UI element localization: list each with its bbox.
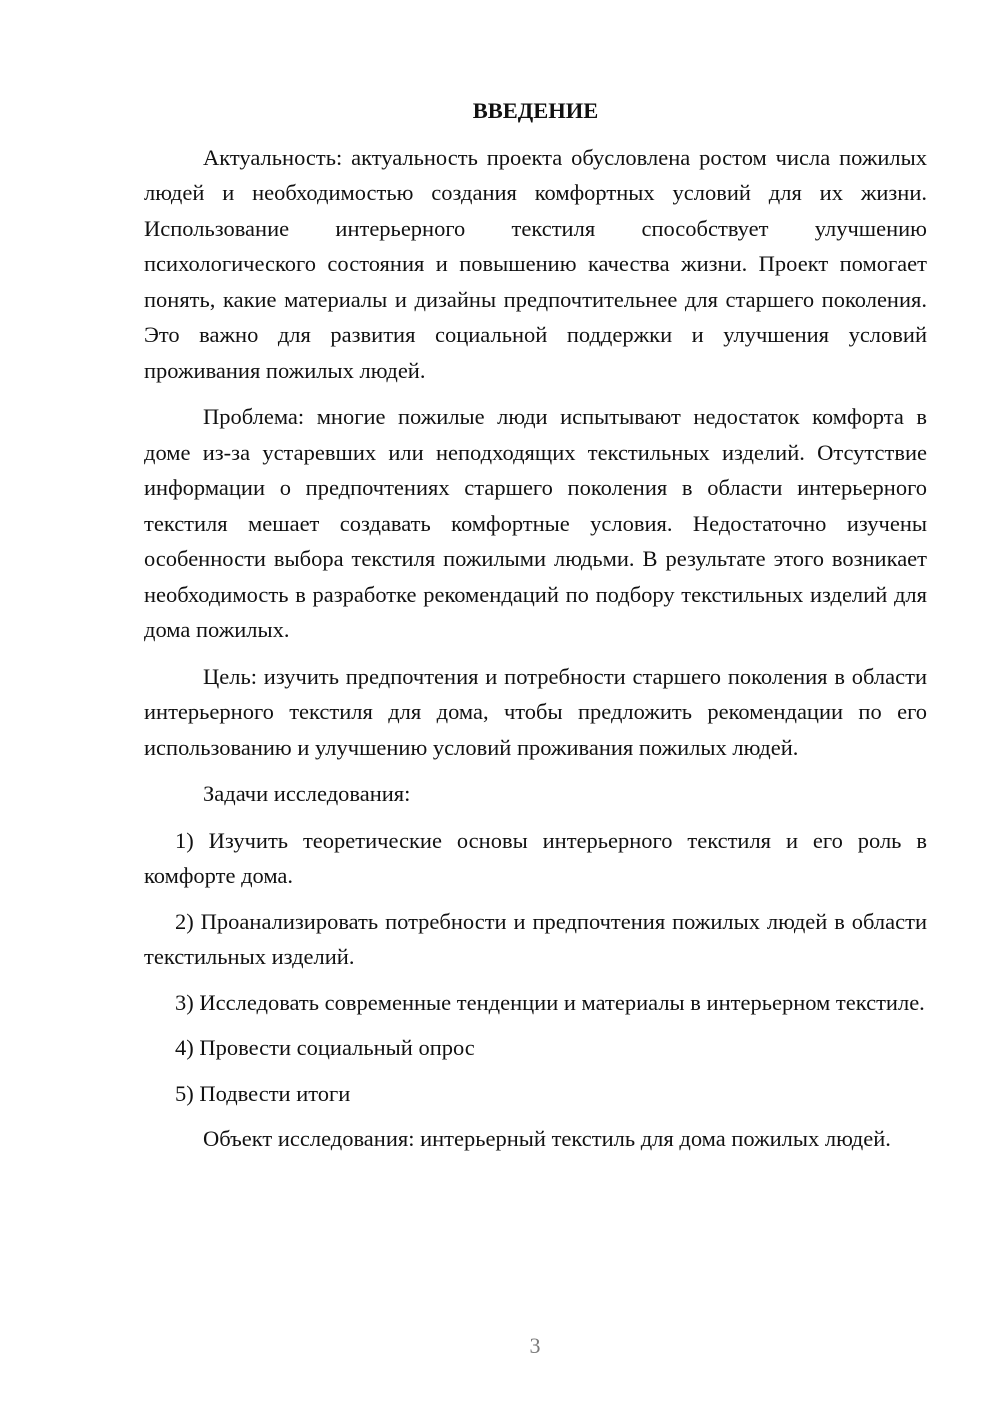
page-content [144,93,927,1168]
problem-paragraph: Проблема: многие пожилые люди испытывают недостаток комфорта в доме из-за устаревших или неподходящих текстильных изделий. Отсутствие информации о предпочтениях старшего поколения в области интерьерного текстиля мешает создавать комфортные условия. Недостаточно изучены особенности выбора текстиля пожилыми людьми. В результате этого возникает необходимость в разработке рекомендаций по подбору текстильных изделий для дома пожилых. [144,404,927,642]
section-title: ВВЕДЕНИЕ [472,98,599,123]
task-item-1: 1) Изучить теоретические основы интерьерного текстиля и его роль в комфорте дома. [144,827,927,888]
tasks-heading: Задачи исследования: [203,781,411,806]
relevance-paragraph: Актуальность: актуальность проекта обусловлена ростом числа пожилых людей и необходимостью создания комфортных условий для их жизни. Использование интерьерного текстиля способствует улучшению психологического состояния и повышению качества жизни. Проект помогает понять, какие материалы и дизайны предпочтительнее для старшего поколения. Это важно для развития социальной поддержки и улучшения условий проживания пожилых людей. [144,144,927,383]
page-number: 3 [529,1333,541,1358]
task-item-2: 2) Проанализировать потребности и предпочтения пожилых людей в области текстильных изделий. [144,908,927,969]
object-paragraph: Объект исследования: интерьерный текстиль для дома пожилых людей. [203,1126,891,1151]
task-item-3: 3) Исследовать современные тенденции и материалы в интерьерном текстиле. [175,989,925,1015]
goal-paragraph: Цель: изучить предпочтения и потребности старшего поколения в области интерьерного текстиля для дома, чтобы предложить рекомендации по его использованию и улучшению условий проживания пожилых людей. [144,663,927,760]
task-item-4: 4) Провести социальный опрос [175,1035,475,1060]
task-item-5: 5) Подвести итоги [175,1080,351,1106]
